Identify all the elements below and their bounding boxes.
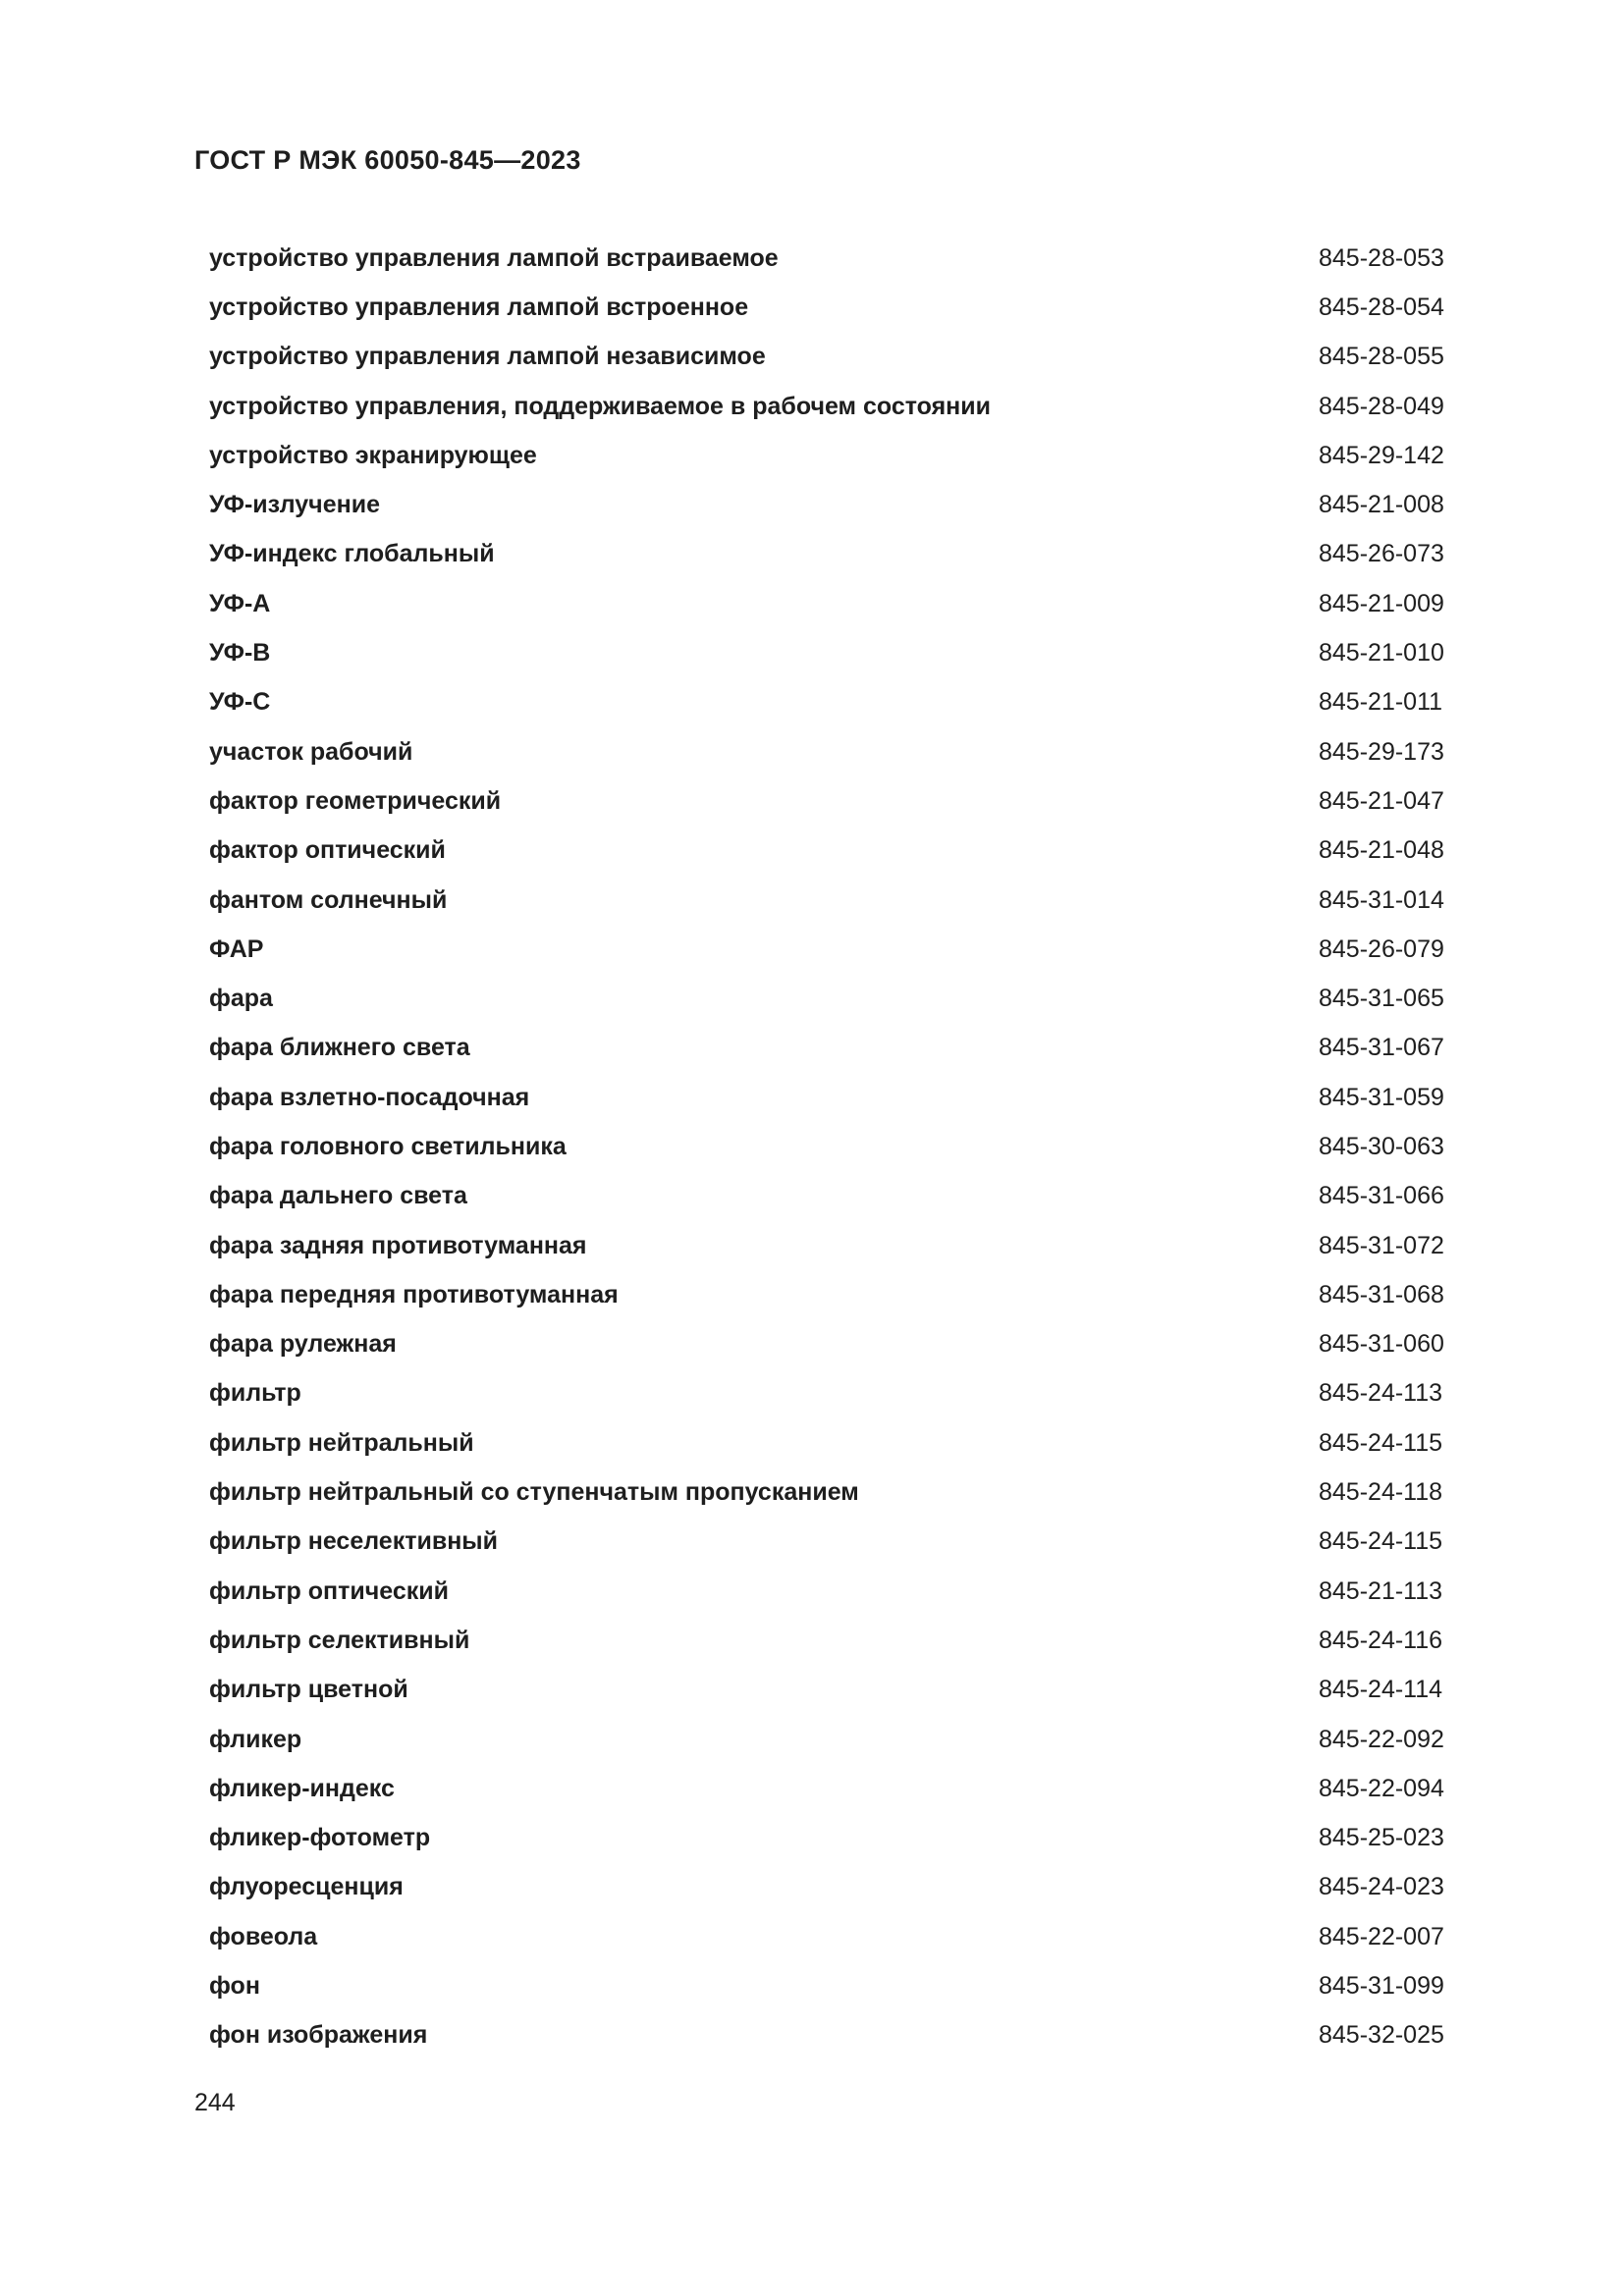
term-code: 845-31-099 [1319,1972,1444,2001]
term-label: фликер-фотометр [209,1824,431,1852]
term-label: фильтр оптический [209,1576,449,1605]
index-entry [209,234,1456,283]
index-entry [209,678,1456,727]
index-entry [209,1270,1456,1319]
term-label: фактор оптический [209,836,446,865]
term-label: фильтр цветной [209,1676,408,1704]
term-code: 845-22-007 [1319,1922,1444,1950]
term-code: 845-30-063 [1319,1132,1444,1160]
term-code: 845-24-118 [1319,1478,1443,1507]
index-entry [209,530,1456,579]
term-label: УФ-индекс глобальный [209,540,495,568]
term-code: 845-31-068 [1319,1280,1444,1308]
index-entry [209,1073,1456,1122]
index-entry [209,1666,1456,1715]
term-code: 845-24-115 [1319,1527,1443,1556]
term-label: фара дальнего света [209,1182,467,1210]
term-code: 845-31-014 [1319,885,1444,914]
term-code: 845-24-116 [1319,1626,1443,1654]
index-entry [209,579,1456,628]
index-entry [209,1616,1456,1665]
index-entry [209,974,1456,1023]
index-entry [209,283,1456,332]
index-entry [209,431,1456,480]
term-code: 845-31-065 [1319,985,1444,1013]
term-label: фара рулежная [209,1330,397,1359]
term-code: 845-31-067 [1319,1034,1444,1062]
term-index-list [209,234,1456,2060]
term-label: фара задняя противотуманная [209,1231,587,1259]
term-label: фон изображения [209,2021,428,2050]
term-code: 845-24-023 [1319,1873,1444,1901]
term-code: 845-26-079 [1319,934,1444,963]
term-label: устройство управления лампой встраиваемое [209,243,779,272]
index-entry [209,1024,1456,1073]
index-entry [209,1221,1456,1270]
document-header: ГОСТ Р МЭК 60050-845—2023 [194,145,581,175]
index-entry [209,1715,1456,1764]
index-entry [209,776,1456,826]
term-code: 845-25-023 [1319,1824,1444,1852]
term-label: фара головного светильника [209,1132,567,1160]
index-entry [209,1320,1456,1369]
term-code: 845-31-066 [1319,1182,1444,1210]
term-code: 845-32-025 [1319,2021,1444,2050]
term-code: 845-31-060 [1319,1330,1444,1359]
index-entry [209,2011,1456,2060]
term-code: 845-22-094 [1319,1774,1444,1802]
term-code: 845-31-059 [1319,1083,1444,1111]
term-code: 845-21-008 [1319,491,1444,519]
index-entry [209,1418,1456,1468]
term-label: фликер [209,1725,302,1753]
term-label: фара [209,985,273,1013]
term-code: 845-21-011 [1319,688,1443,717]
term-label: флуоресценция [209,1873,404,1901]
term-label: фильтр неселективный [209,1527,499,1556]
term-code: 845-24-114 [1319,1676,1443,1704]
term-code: 845-21-010 [1319,639,1444,667]
term-label: участок рабочий [209,737,413,766]
term-label: устройство управления лампой встроенное [209,293,749,321]
term-label: фара ближнего света [209,1034,470,1062]
page-number: 244 [194,2089,236,2116]
term-code: 845-28-053 [1319,243,1444,272]
term-code: 845-31-072 [1319,1231,1444,1259]
index-entry [209,827,1456,876]
term-code: 845-28-055 [1319,343,1444,371]
term-code: 845-29-173 [1319,737,1444,766]
term-label: устройство управления, поддерживаемое в рабочем состоянии [209,392,992,420]
index-entry [209,925,1456,974]
term-code: 845-22-092 [1319,1725,1444,1753]
term-code: 845-24-115 [1319,1428,1443,1457]
term-label: УФ-излучение [209,491,380,519]
index-entry [209,628,1456,677]
term-code: 845-21-047 [1319,786,1444,815]
term-label: фон [209,1972,260,2001]
index-entry [209,876,1456,925]
index-entry [209,1369,1456,1418]
index-entry [209,1518,1456,1567]
term-label: фильтр нейтральный [209,1428,474,1457]
index-entry [209,1961,1456,2010]
term-label: фильтр нейтральный со ступенчатым пропусканием [209,1478,859,1507]
index-entry [209,1468,1456,1517]
term-label: фактор геометрический [209,786,502,815]
term-code: 845-21-113 [1319,1576,1443,1605]
term-code: 845-24-113 [1319,1379,1443,1408]
term-label: фара передняя противотуманная [209,1280,619,1308]
index-entry [209,1172,1456,1221]
index-entry [209,1567,1456,1616]
term-code: 845-28-049 [1319,392,1444,420]
term-label: фликер-индекс [209,1774,395,1802]
term-label: УФ-С [209,688,271,717]
term-label: ФАР [209,934,264,963]
term-label: фильтр [209,1379,301,1408]
index-entry [209,1912,1456,1961]
index-entry [209,382,1456,431]
term-label: УФ-А [209,589,271,617]
term-label: фильтр селективный [209,1626,470,1654]
term-code: 845-21-048 [1319,836,1444,865]
index-entry [209,1814,1456,1863]
index-entry [209,727,1456,776]
index-entry [209,333,1456,382]
index-entry [209,480,1456,529]
index-entry [209,1764,1456,1813]
term-label: фовеола [209,1922,318,1950]
term-label: фара взлетно-посадочная [209,1083,530,1111]
term-label: фантом солнечный [209,885,448,914]
term-code: 845-21-009 [1319,589,1444,617]
term-code: 845-29-142 [1319,441,1444,469]
term-label: устройство управления лампой независимое [209,343,766,371]
term-label: УФ-В [209,639,271,667]
term-code: 845-28-054 [1319,293,1444,321]
term-label: устройство экранирующее [209,441,537,469]
index-entry [209,1122,1456,1171]
term-code: 845-26-073 [1319,540,1444,568]
index-entry [209,1863,1456,1912]
